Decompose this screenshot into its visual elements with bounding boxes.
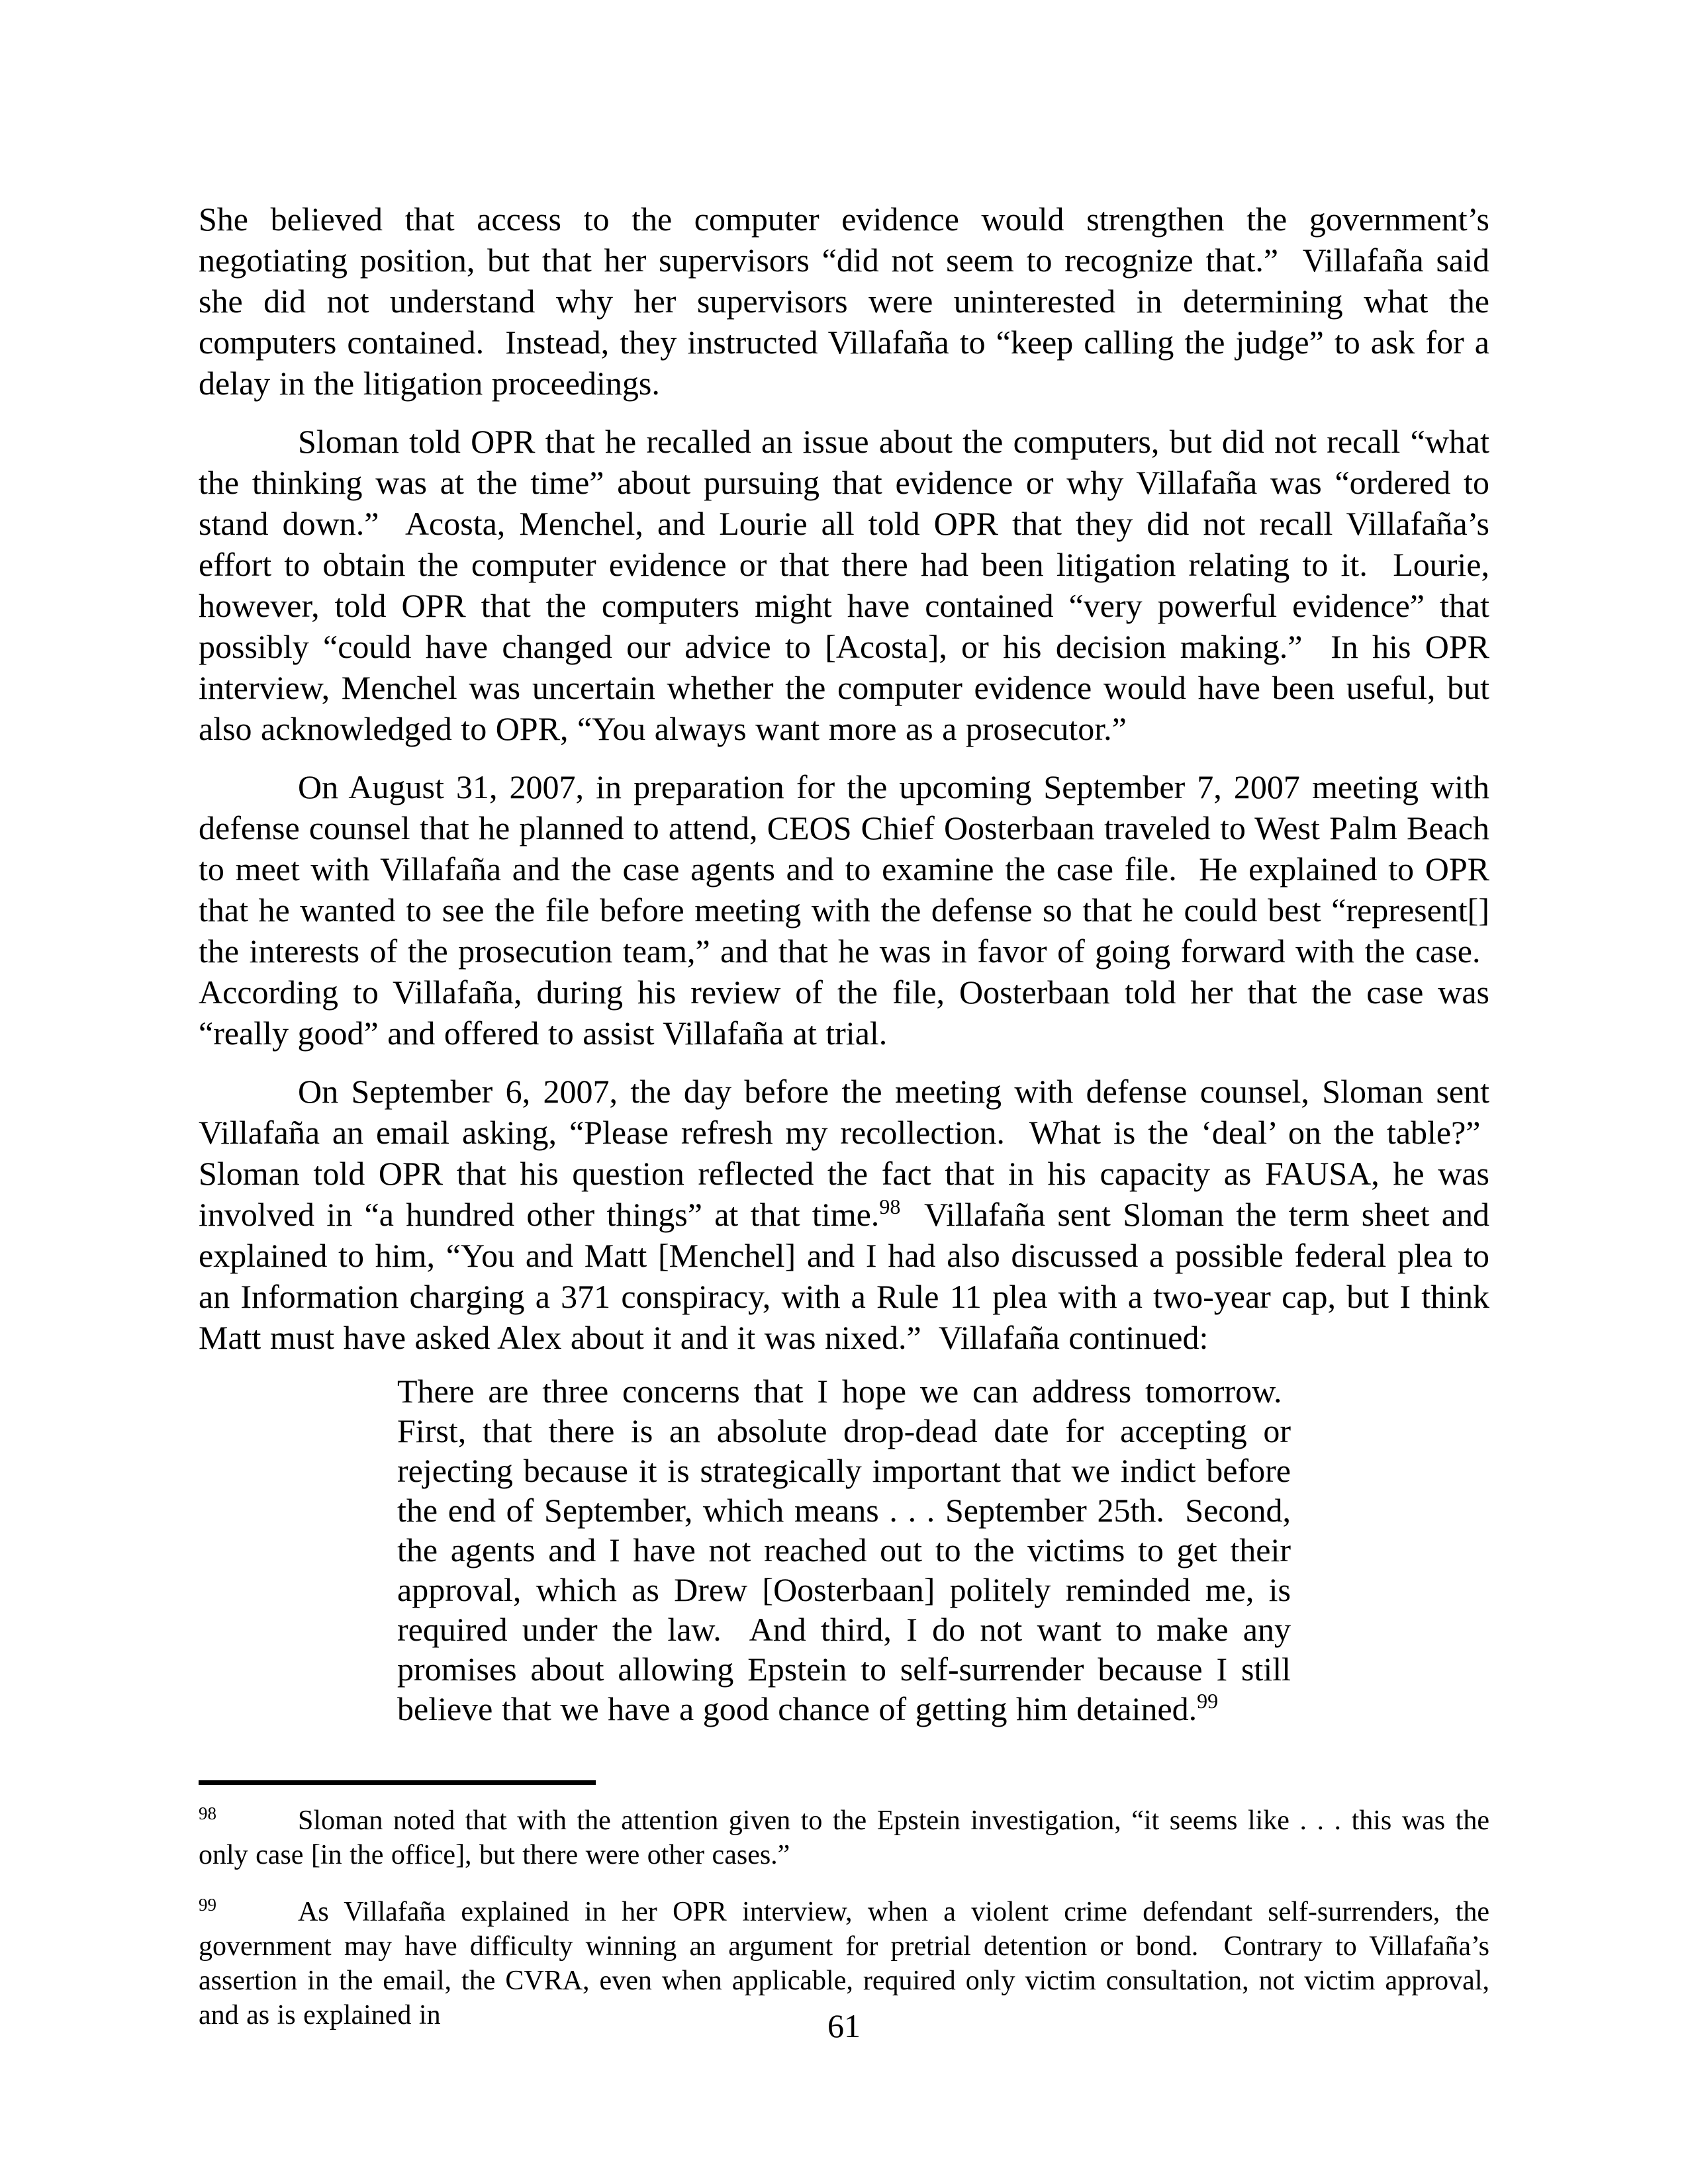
- footnote-98-marker-tab: [199, 1803, 298, 1838]
- page-number: 61: [827, 2007, 861, 2044]
- paragraph-2: Sloman told OPR that he recalled an issue about the computers, but did not recall “what the thinking was at the time” about pursuing that evidence or why Villafaña was “ordered to stand down.” Acosta, Menchel, and Lourie all told OPR that they did not recall Villafaña’s effort to obtain the computer evidence or that there had been litigation relating to it. Lourie, however, told OPR that the computers might have contained “very powerful evidence” that possibly “could have changed our advice to [Acosta], or his decision making.” In his OPR interview, Menchel was uncertain whether the computer evidence would have been useful, but also acknowledged to OPR, “You always want more as a prosecutor.”: [199, 423, 1489, 747]
- paragraph-1: She believed that access to the computer evidence would strengthen the government’s negotiating position, but that her supervisors “did not seem to recognize that.” Villafaña said she did not understand why her supervisors were uninterested in determining what the computers contained. Instead, they instructed Villafaña to “keep calling the judge” to ask for a delay in the litigation proceedings.: [199, 201, 1489, 402]
- paragraph-4-text-before-ref: On September 6, 2007, the day before the meeting with defense counsel, Sloman sent Villafaña an email asking, “Please refresh my recollection. What is the ‘deal’ on the table?” Sloman told OPR that his question reflected the fact that in his capacity as FAUSA, he was involved in “a hundred other things” at that time.: [199, 1073, 1489, 1233]
- block-quote-text: There are three concerns that I hope we can address tomorrow. First, that there is an absolute drop-dead date for accepting or rejecting because it is strategically important that we indict before the end of September, which means . . . September 25th. Second, the agents and I have not reached out to the victims to get their approval, which as Drew [Oosterbaan] politely reminded me, is required under the law. And third, I do not want to make any promises about allowing Epstein to self-surrender because I still believe that we have a good chance of getting him detained.: [397, 1373, 1291, 1727]
- footnote-99-marker: 99: [199, 1895, 216, 1915]
- block-quote-villafana-email: [397, 1371, 1291, 1729]
- footnote-reference-99: 99: [1197, 1689, 1219, 1713]
- paragraph-4-text-after-ref: Villafaña sent Sloman the term sheet and explained to him, “You and Matt [Menchel] and I had also discussed a possible federal plea to an Information charging a 371 conspiracy, with a Rule 11 plea with a two-year cap, but I think Matt must have asked Alex about it and it was nixed.” Villafaña continued:: [199, 1196, 1489, 1356]
- footnote-98-marker: 98: [199, 1803, 216, 1824]
- paragraph-3: On August 31, 2007, in preparation for the upcoming September 7, 2007 meeting with defense counsel that he planned to attend, CEOS Chief Oosterbaan traveled to West Palm Beach to meet with Villafaña and the case agents and to examine the case file. He explained to OPR that he wanted to see the file before meeting with the defense so that he could best “represent[] the interests of the prosecution team,” and that he was in favor of going forward with the case. According to Villafaña, during his review of the file, Oosterbaan told her that the case was “really good” and offered to assist Villafaña at trial.: [199, 768, 1489, 1052]
- footnote-99-marker-tab: [199, 1895, 298, 1929]
- footnote-98: [199, 1803, 1489, 1872]
- footnote-separator-rule: [199, 1780, 596, 1785]
- paragraph-4: [199, 1071, 1489, 1358]
- main-text: [199, 199, 1489, 1729]
- footnote-99-text: As Villafaña explained in her OPR interview, when a violent crime defendant self-surrenders, the government may have difficulty winning an argument for pretrial detention or bond. Contrary to Villafaña’s assertion in the email, the CVRA, even when applicable, required only victim consultation, not victim approval, and as is explained in: [199, 1897, 1489, 2030]
- footnote-reference-98: 98: [879, 1195, 901, 1219]
- footnote-98-text: Sloman noted that with the attention given to the Epstein investigation, “it seems like . . . this was the only case [in the office], but there were other cases.”: [199, 1805, 1489, 1870]
